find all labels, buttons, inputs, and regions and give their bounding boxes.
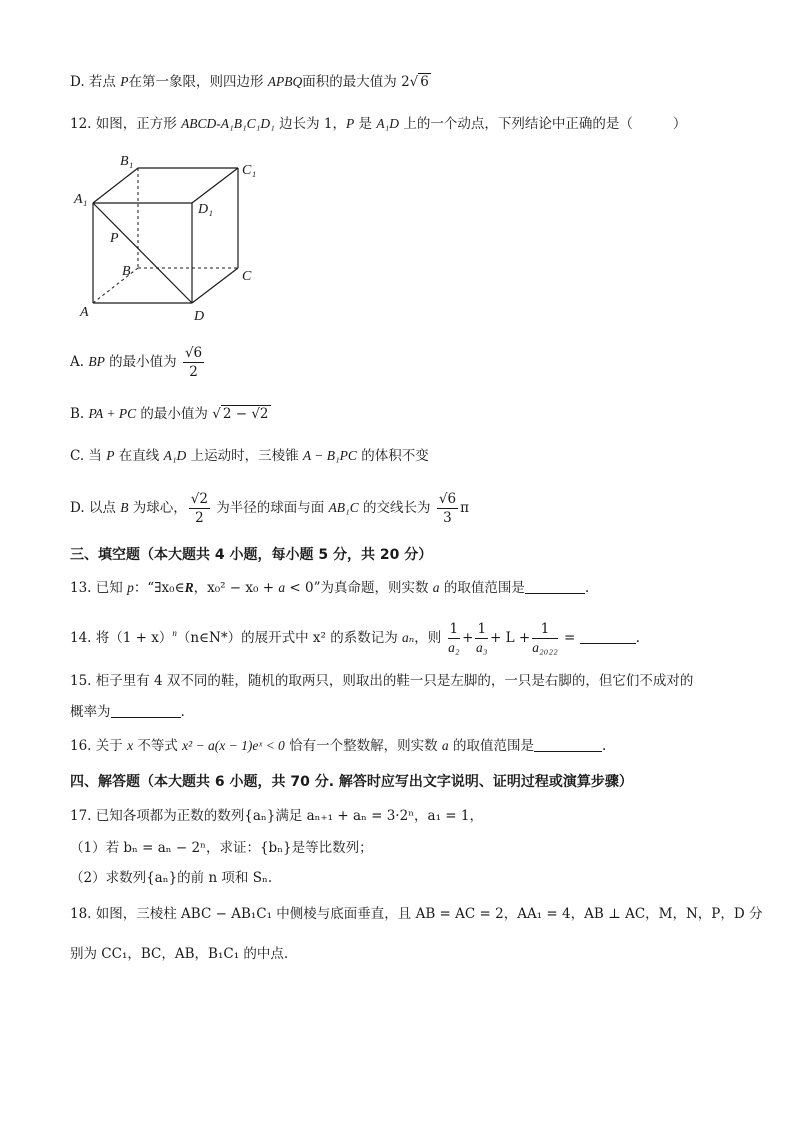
q17-line1: 17. 已知各项都为正数的数列{aₙ}满足 aₙ₊₁ + aₙ = 3·2ⁿ，a₁ = 1， (70, 808, 483, 824)
q13: 13. 已知 p：“∃x₀∈R，x₀² − x₀ + a < 0”为真命题，则实数 a 的取值范围是 . (70, 580, 590, 596)
label-c1: C₁ (242, 163, 257, 178)
label-b: B (122, 264, 131, 279)
q12-option-a: A. BP 的最小值为 $\frac{√6}{2}$ (70, 345, 203, 380)
sqrt-expression: √ 2 − √2 (212, 406, 269, 422)
q12-stem: 12. 如图，正方形 ABCD-A₁B₁C₁D₁ 边长为 1，P 是 A₁D 上的一个动点，下列结论中正确的是（ ） (70, 116, 687, 132)
cube-figure (70, 150, 270, 325)
q18-line1: 18. 如图，三棱柱 ABC − AB₁C₁ 中侧棱与底面垂直，且 AB = AC = 2，AA₁ = 4，AB ⊥ AC，M，N，P，D 分 (70, 906, 763, 922)
answer-blank[interactable] (111, 717, 181, 718)
q15-line2: 概率为 . (70, 704, 185, 720)
q12-option-b: B. PA + PC 的最小值为 √ 2 − √2 (70, 406, 269, 422)
section-heading-solutions: 四、解答题（本大题共 6 小题，共 70 分. 解答时应写出文字说明、证明过程或演算步骤） (70, 774, 633, 790)
fraction: $\frac{1}{\text{a₃}}$ (476, 621, 488, 655)
fraction: $\frac{√6}{3}$ (438, 491, 457, 526)
fraction: $\frac{√2}{2}$ (190, 491, 208, 526)
q15-line1: 15. 柜子里有 4 双不同的鞋，随机的取两只，则取出的鞋一只是左脚的，一只是右脚的，但它们不成对的 (70, 673, 694, 689)
q17-part1: （1）若 bₙ = aₙ − 2ⁿ，求证：{bₙ}是等比数列； (70, 840, 373, 856)
label-p: P (110, 231, 119, 246)
q16: 16. 关于 x 不等式 x² − a(x − 1)eˣ < 0 恰有一个整数解，则实数 a 的取值范围是 . (70, 738, 607, 754)
label-b1: B₁ (120, 154, 134, 169)
label-a1: A₁ (74, 192, 88, 207)
label-a: A (80, 305, 89, 320)
section-heading-fill-in: 三、填空题（本大题共 4 小题，每小题 5 分，共 20 分） (70, 547, 433, 563)
answer-blank[interactable] (525, 593, 585, 594)
label-d: D (194, 309, 205, 324)
label-d1: D₁ (198, 202, 213, 217)
q14: 14. 将$(1 + x)^n(n\in N*)$的展开式中 x² 的系数记为 aₙ，则 $\frac{1}{\text{a₂}}$ + $\frac{1}{\text{a₃}}$ + L + $\frac{1}{\text{a₂₀₂₂}}$ = . (70, 621, 640, 655)
fraction: $\frac{1}{\text{a₂}}$ (448, 621, 460, 655)
sqrt-expression: √ 6 (409, 74, 429, 90)
q12-option-c: C. 当 P 在直线 A₁D 上运动时，三棱锥 A − B₁PC 的体积不变 (70, 448, 429, 464)
label-c: C (242, 269, 252, 284)
answer-blank[interactable] (580, 643, 636, 644)
q12-option-d: D. 以点 B 为球心， $\frac{√2}{2}$ 为半径的球面与面 AB₁C 的交线长为 $\frac{√6}{3}$ π (70, 491, 469, 526)
fraction: $\frac{√6}{2}$ (184, 345, 203, 380)
q11-option-d: D. 若点 P在第一象限，则四边形 APBQ面积的最大值为 2√ 6 (70, 74, 429, 90)
q18-line2: 别为 CC₁，BC，AB，B₁C₁ 的中点. (70, 946, 289, 962)
fraction: $\frac{1}{\text{a₂₀₂₂}}$ (532, 621, 558, 655)
q17-part2: （2）求数列{aₙ}的前 n 项和 Sₙ. (70, 870, 273, 886)
answer-blank[interactable] (534, 751, 602, 752)
